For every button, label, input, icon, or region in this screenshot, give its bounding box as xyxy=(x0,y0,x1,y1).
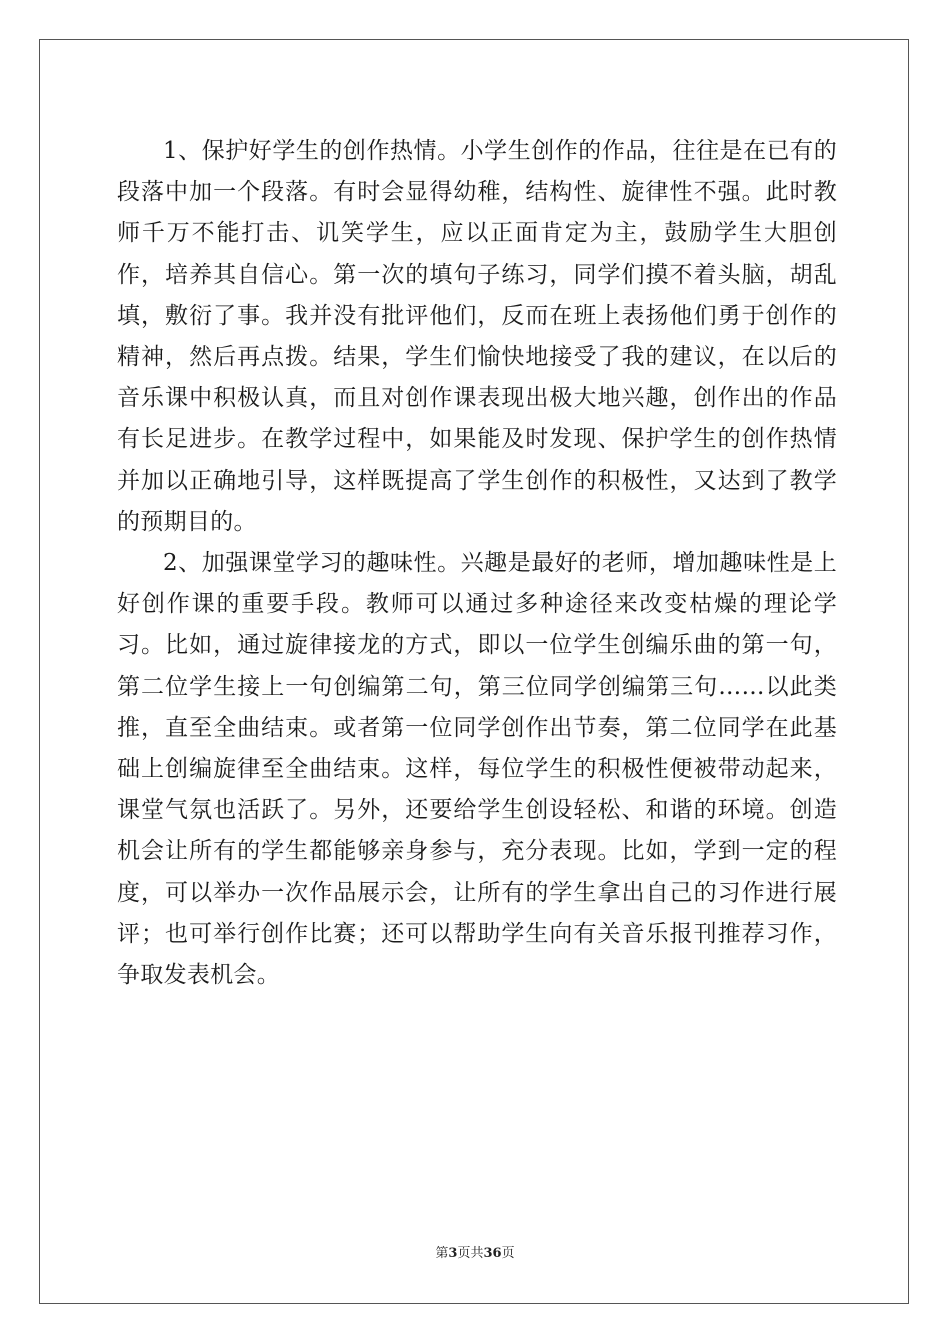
page-suffix: 页 xyxy=(457,1246,471,1261)
page-number-footer xyxy=(0,1242,950,1261)
paragraph-2: 2、加强课堂学习的趣味性。兴趣是最好的老师，增加趣味性是上好创作课的重要手段。教师可以通过多种途径来改变枯燥的理论学习。比如，通过旋律接龙的方式，即以一位学生创编乐曲的第一句，第二位学生接上一句创编第二句，第三位同学创编第三句……以此类推，直至全曲结束。或者第一位同学创作出节奏，第二位同学在此基础上创编旋律至全曲结束。这样，每位学生的积极性便被带动起来，课堂气氛也活跃了。另外，还要给学生创设轻松、和谐的环境。创造机会让所有的学生都能够亲身参与，充分表现。比如，学到一定的程度，可以举办一次作品展示会，让所有的学生拿出自己的习作进行展评；也可举行创作比赛；还可以帮助学生向有关音乐报刊推荐习作，争取发表机会。 xyxy=(117,550,837,989)
page-prefix: 第 xyxy=(435,1246,449,1261)
total-suffix: 页 xyxy=(501,1246,515,1261)
total-prefix: 共 xyxy=(470,1246,484,1261)
page-current: 3 xyxy=(448,1246,458,1261)
document-body xyxy=(117,131,837,996)
paragraph-1: 1、保护好学生的创作热情。小学生创作的作品，往往是在已有的段落中加一个段落。有时会显得幼稚，结构性、旋律性不强。此时教师千万不能打击、讥笑学生，应以正面肯定为主，鼓励学生大胆创作，培养其自信心。第一次的填句子练习，同学们摸不着头脑，胡乱填，敷衍了事。我并没有批评他们，反而在班上表扬他们勇于创作的精神，然后再点拨。结果，学生们愉快地接受了我的建议，在以后的音乐课中积极认真，而且对创作课表现出极大地兴趣，创作出的作品有长足进步。在教学过程中，如果能及时发现、保护学生的创作热情并加以正确地引导，这样既提高了学生创作的积极性，又达到了教学的预期目的。 xyxy=(117,138,837,535)
page-total: 36 xyxy=(483,1246,502,1261)
